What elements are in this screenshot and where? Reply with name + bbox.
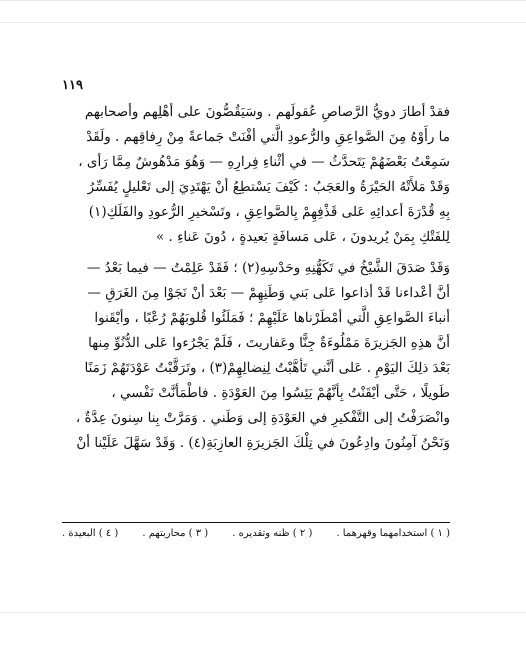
footnotes [62,528,450,539]
text-line: وَقَدْ مَلأَتْهُ الحَيْرَةُ والعَجَبُ : كَيْفَ يَسْتطِعُ أنْ يَهْتَدِيَ إلى تَعْليلٍ يُفَسِّرُ [87,179,450,195]
footnote-divider [62,522,450,523]
page-number: ١١٩ [62,78,83,93]
text-line: أنَّ أعْداءنا قَدْ أذاعوا عَلى بَني وَطَنِهِمْ — بَعْدَ أنْ نَجَوْا مِنَ الغَرَقِ — [87,285,450,301]
text-line: بِهِ قُدْرَةَ أعدائِهِ عَلى قَذْفِهِمْ بِالصَّواعِقِ ، وتَسْخيرِ الرُّعودِ والفَلَكِ(١) [88,204,450,220]
text-line: ما رأَوْهُ مِنَ الصَّواعِقِ والرُّعودِ الَّتي أفْنَتْ جَماعةً مِنْ رِفاقِهم . ولَقَدْ [86,129,450,145]
text-line: وَنَحْنُ آمِنُونَ وادِعُونَ في تِلْكَ الجَزيرَةِ العازِبَةِ(٤) . وَقَدْ سَهَّلَ عَلَيْنا أنْ [76,435,450,451]
body-text [60,100,450,462]
ruled-line [0,612,526,613]
paragraph [60,256,450,456]
paragraph [60,100,450,250]
footnote: ( ٣ ) محاربتهم . [142,528,209,539]
text-line: طَويلًا ، حَتَّى أيْقَنْتُ بِأنَّهُمْ يَئِسُوا مِنَ العَوْدَةِ . فاطْمَأنَّتْ نَفْسي ، [111,385,450,401]
text-line: سَمِعْتُ بَعْضَهُمْ يَتَحدَّثُ — في أثْناءِ فِرارِهِ — وَهُوَ مَدْهُوشٌ مِمَّا رَأى ، [78,154,450,170]
text-line: فقدْ أطارَ دويُّ الرَّصاصِ عُقولَهم . وسَيَقُصُّونَ على أهْلِهم وأصحابهم [84,104,450,120]
text-line: بَعْدَ ذلِكَ اليَوْمِ . عَلى أنَّني تَأهَّبْتُ لِنِضالِهِمْ(٣) ، وتَرَقَّبْتُ عَوْدَتَهُمْ زَمَنًا [84,360,450,376]
text-line: لِلفَتْكِ بِمَنْ يُريدونَ ، عَلى مَسافَةٍ بَعيدةٍ ، دُونَ عَناءِ . » [155,229,450,245]
text-line: أنباءَ الصَّواعِقِ الَّتي أمْطَرْناها عَلَيْهِمْ ؛ فَمَلَئُوا قُلوبَهُمْ رُعْبًا ، وأيْقَنوا [94,310,450,326]
text-line: أنَّ هذِهِ الجَزيرَةَ مَمْلُوءَةٌ جِنًّا وعَفاريتَ ، فَلَمْ يَجْرُءوا عَلى الدُّنُوِّ مِنها [88,335,450,351]
text-line: وَقَدْ صَدَقَ الشَّيْخُ في تَكَهُّنِهِ وحَدْسِهِ(٢) ؛ فَقَدْ عَلِمْتُ — فيما بَعْدُ — [86,260,450,276]
text-line: وانْصَرَفْتُ إلى التَّفْكيرِ في العَوْدَةِ إلى وَطَني . وَمَرَّتْ بِنا سِنونَ عِدَّةٌ ، [75,410,450,426]
footnote: ( ٢ ) ظنه وتقديره . [232,528,313,539]
footnote: ( ١ ) استخدامهما وقهرهما . [336,528,450,539]
footnote: ( ٤ ) البعيدة . [62,528,119,539]
ruled-line [0,0,526,1]
ruled-line [0,22,526,23]
